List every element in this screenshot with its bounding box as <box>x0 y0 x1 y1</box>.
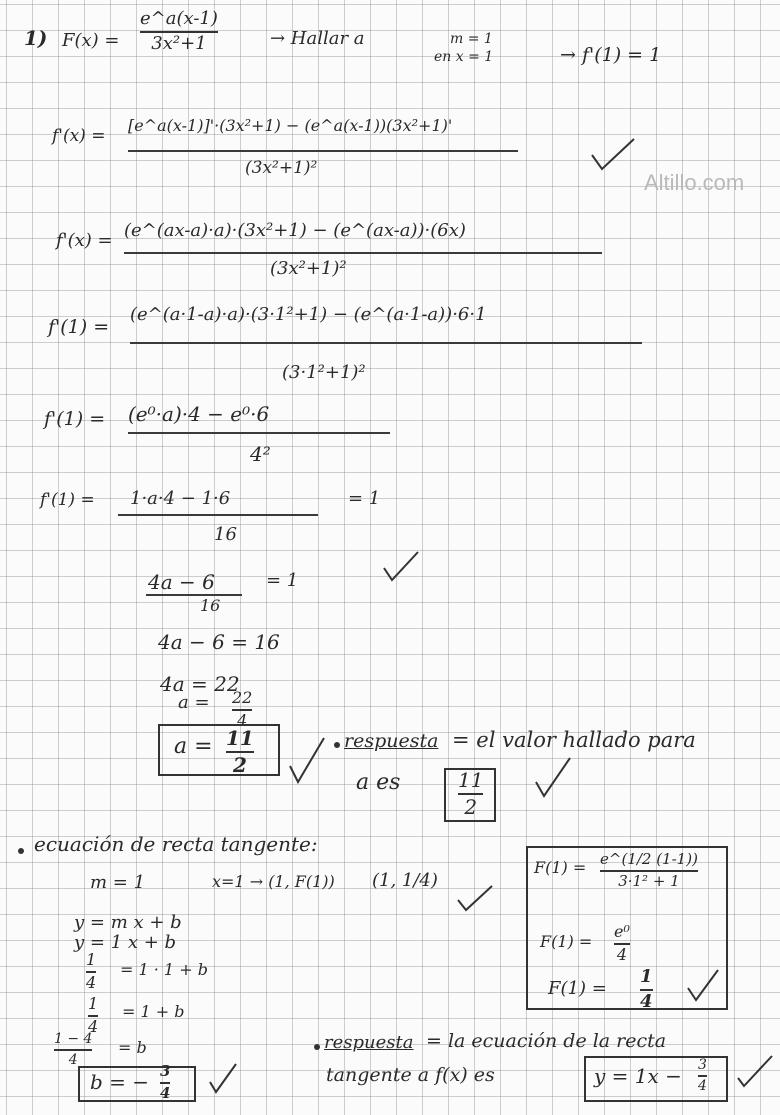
goal-text: → Hallar a <box>270 28 365 49</box>
line1-bar <box>128 150 518 152</box>
line6-bar <box>146 594 242 596</box>
line4-numerator: (e⁰·a)·4 − e⁰·6 <box>128 402 270 426</box>
side-r1-denominator: 3·1² + 1 <box>618 871 680 890</box>
tangente-eq4-rest: = 1 + b <box>122 1002 185 1021</box>
line5-bar <box>118 514 318 516</box>
derivative-condition: → f'(1) = 1 <box>560 44 662 66</box>
side-r3-left: F(1) = <box>548 978 607 999</box>
checkmark-icon <box>684 968 720 1004</box>
tangente-heading: ecuación de recta tangente: <box>34 832 318 856</box>
tangente-eq4-denominator: 4 <box>88 1016 99 1036</box>
line3-denominator: (3·1²+1)² <box>282 362 366 383</box>
tangente-eq3-denominator: 4 <box>86 972 97 992</box>
side-r1-left: F(1) = <box>534 858 587 877</box>
line3-bar <box>130 342 642 344</box>
respuesta2-label: respuesta <box>324 1032 414 1053</box>
tangente-eq5-fraction <box>54 1032 92 1067</box>
respuesta2-bar <box>698 1075 707 1077</box>
result-a-label: a = <box>174 734 213 759</box>
fx-fraction <box>140 10 218 54</box>
tangente-eq5-numerator: 1 − 4 <box>54 1031 93 1047</box>
line5-left: f'(1) = <box>40 490 95 510</box>
side-r1-numerator: e^(1/2 (1-1)) <box>600 850 698 868</box>
tangente-point: (1, 1/4) <box>372 870 438 891</box>
line2-numerator: (e^(ax-a)·a)·(3x²+1) − (e^(ax-a))·(6x) <box>124 220 466 241</box>
line6-denominator: 16 <box>200 596 221 615</box>
respuesta2-numerator: 3 <box>698 1057 707 1073</box>
tangente-eq3-fraction <box>86 952 96 992</box>
line2-denominator: (3x²+1)² <box>270 258 347 279</box>
respuesta2-denominator: 4 <box>698 1077 707 1094</box>
checkmark-icon <box>532 756 572 800</box>
tangente-eq2: y = 1 x + b <box>74 932 177 953</box>
bullet-dot <box>18 848 24 854</box>
checkmark-icon <box>588 135 638 175</box>
checkmark-icon <box>734 1054 774 1090</box>
checkmark-icon <box>206 1062 238 1096</box>
result-b-numerator: 3 <box>160 1062 171 1080</box>
tangente-eq5-bar <box>54 1049 92 1051</box>
respuesta2-eq: y = 1x − <box>594 1064 682 1088</box>
side-r2-fraction <box>614 924 630 964</box>
tangente-eq1: y = m x + b <box>74 912 182 933</box>
line3-numerator: (e^(a·1-a)·a)·(3·1²+1) − (e^(a·1-a))·6·1 <box>130 304 487 325</box>
line9-numerator: 22 <box>232 688 253 707</box>
result-b-label: b = − <box>90 1070 150 1094</box>
line6-equals: = 1 <box>266 570 299 591</box>
side-r2-denominator: 4 <box>616 944 628 964</box>
line8: 4a = 22 <box>160 672 240 696</box>
checkmark-icon <box>286 736 326 786</box>
respuesta1-text2: a es <box>356 770 401 795</box>
respuesta1-label: respuesta <box>344 730 439 752</box>
checkmark-icon <box>380 550 420 584</box>
tangente-eq3-rest: = 1 · 1 + b <box>120 960 208 979</box>
side-r3-numerator: 1 <box>640 966 653 987</box>
side-r2-left: F(1) = <box>540 932 593 951</box>
bullet-dot <box>334 742 340 748</box>
respuesta1-text: = el valor hallado para <box>452 728 696 752</box>
respuesta1-fraction <box>458 770 483 818</box>
line9-denominator: 4 <box>237 710 248 730</box>
line1-numerator: [e^a(x-1)]'·(3x²+1) − (e^a(x-1))(3x²+1)' <box>128 116 453 135</box>
line6-numerator: 4a − 6 <box>148 570 215 594</box>
watermark: Altillo.com <box>644 170 745 195</box>
tangente-eq4-fraction <box>88 996 98 1036</box>
line7: 4a − 6 = 16 <box>158 630 280 654</box>
respuesta2-fraction <box>698 1058 707 1093</box>
tangente-x-point: x=1 → (1, F(1)) <box>212 872 335 891</box>
line2-bar <box>124 252 602 254</box>
line5-numerator: 1·a·4 − 1·6 <box>130 488 231 509</box>
line2-left: f'(x) = <box>56 230 113 251</box>
fx-denominator: 3x²+1 <box>151 32 207 54</box>
result-b-fraction <box>160 1064 170 1102</box>
line5-denominator: 16 <box>214 524 237 545</box>
tangente-m: m = 1 <box>90 872 146 893</box>
side-r2-numerator: e⁰ <box>614 922 630 941</box>
result-a-fraction <box>226 728 254 776</box>
respuesta2-text2: tangente a f(x) es <box>326 1064 495 1086</box>
fx-numerator: e^a(x-1) <box>140 8 218 29</box>
tangente-eq4-numerator: 1 <box>88 994 99 1013</box>
line4-bar <box>128 432 390 434</box>
line1-denominator: (3x²+1)² <box>245 158 318 178</box>
line4-denominator: 4² <box>250 442 271 466</box>
respuesta1-numerator: 11 <box>458 768 484 792</box>
bullet-dot <box>314 1044 320 1050</box>
fx-label: F(x) = <box>62 30 120 51</box>
m-condition: m = 1 <box>450 31 493 47</box>
checkmark-icon <box>454 884 494 914</box>
side-r1-fraction <box>600 852 698 890</box>
line9-left: a = <box>178 692 210 713</box>
line4-left: f'(1) = <box>44 408 106 430</box>
result-b-denominator: 4 <box>160 1083 171 1102</box>
problem-number: 1) <box>24 26 48 50</box>
result-a-numerator: 11 <box>226 726 254 750</box>
side-r3-denominator: 4 <box>640 990 653 1012</box>
tangente-eq5-rest: = b <box>118 1038 147 1057</box>
side-r3-fraction <box>640 968 653 1012</box>
line3-left: f'(1) = <box>48 316 110 338</box>
respuesta1-denominator: 2 <box>464 795 478 819</box>
tangente-eq5-denominator: 4 <box>68 1051 78 1068</box>
line1-left: f'(x) = <box>52 126 106 146</box>
line5-equals: = 1 <box>348 488 381 509</box>
respuesta2-text: = la ecuación de la recta <box>426 1030 667 1052</box>
tangente-eq3-numerator: 1 <box>86 950 97 969</box>
result-a-denominator: 2 <box>232 753 247 777</box>
x-condition: en x = 1 <box>434 49 494 65</box>
